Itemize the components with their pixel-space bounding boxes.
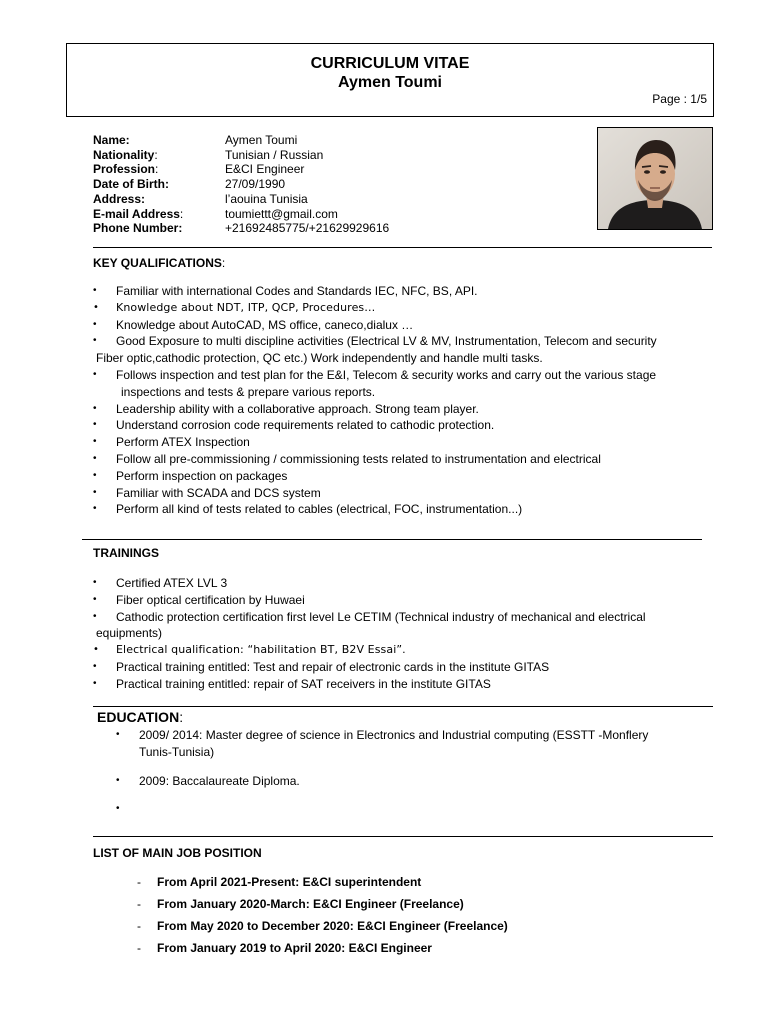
list-item: • Follow all pre-commissioning / commissioning tests related to instrumentation and electrical <box>93 451 718 468</box>
list-item: - From May 2020 to December 2020: E&CI Engineer (Freelance) <box>137 915 697 937</box>
info-label: Phone Number: <box>93 221 183 236</box>
list-item-continuation: Tunis-Tunisia) <box>139 744 215 759</box>
trainings-list <box>93 575 718 693</box>
info-value: E&CI Engineer <box>225 162 305 177</box>
personal-info <box>93 133 389 236</box>
list-item: • Perform inspection on packages <box>93 468 718 485</box>
jobs-heading: LIST OF MAIN JOB POSITION <box>93 846 262 860</box>
education-list <box>116 727 716 818</box>
list-item-continuation: Fiber optic,cathodic protection, QC etc.) Work independently and handle multi tasks. <box>96 351 543 366</box>
section-divider <box>93 706 713 707</box>
qualifications-list <box>93 283 718 518</box>
info-label: Address: <box>93 191 146 206</box>
info-label: Profession <box>93 162 156 177</box>
list-item-empty <box>116 801 716 818</box>
info-value: Aymen Toumi <box>225 133 298 147</box>
info-row-name <box>93 133 389 148</box>
list-item: • Cathodic protection certification first level Le CETIM (Technical industry of mechanical and electrical <box>93 609 718 626</box>
list-item: - From January 2020-March: E&CI Engineer (Freelance) <box>137 893 697 915</box>
jobs-list <box>137 871 697 959</box>
cv-title: CURRICULUM VITAE <box>310 55 470 72</box>
info-colon: : <box>179 206 184 221</box>
list-item: • Practical training entitled: repair of SAT receivers in the institute GITAS <box>93 676 718 693</box>
info-value: 27/09/1990 <box>225 177 286 192</box>
section-divider <box>82 539 702 540</box>
list-item-continuation: inspections and tests & prepare various reports. <box>121 384 376 399</box>
info-label: Nationality <box>93 147 155 162</box>
info-row-email <box>93 207 389 222</box>
section-divider <box>93 247 712 248</box>
section-divider <box>93 836 713 837</box>
info-row-nationality <box>93 148 389 163</box>
list-item: • Perform all kind of tests related to cables (electrical, FOC, instrumentation...) <box>93 501 718 518</box>
info-row-address <box>93 192 389 207</box>
info-colon: : <box>154 147 158 162</box>
education-heading: EDUCATION: <box>97 709 184 725</box>
info-row-profession <box>93 162 389 177</box>
qualifications-heading: KEY QUALIFICATIONS: <box>93 256 226 270</box>
list-item: • Good Exposure to multi discipline activities (Electrical LV & MV, Instrumentation, Telecom and security <box>93 333 718 350</box>
list-item: • Fiber optical certification by Huwaei <box>93 592 718 609</box>
page-number: Page : 1/5 <box>652 92 707 106</box>
info-value: Tunisian / Russian <box>225 147 324 162</box>
list-item: • Certified ATEX LVL 3 <box>93 575 718 592</box>
info-value: toumiettt@gmail.com <box>225 206 338 221</box>
list-item-continuation: equipments) <box>96 626 163 641</box>
profile-photo <box>597 127 713 230</box>
trainings-heading: TRAININGS <box>93 546 159 560</box>
portrait-image <box>598 128 712 229</box>
cv-header-box <box>66 43 714 117</box>
info-label: Date of Birth: <box>93 177 169 192</box>
list-item: • Electrical qualification: “habilitation BT, B2V Essai”. <box>93 642 718 659</box>
list-item: • Knowledge about NDT, ITP, QCP, Procedures… <box>93 300 718 317</box>
list-item: • 2009/ 2014: Master degree of science in Electronics and Industrial computing (ESSTT -Monflery <box>116 727 716 744</box>
list-item: • 2009: Baccalaureate Diploma. <box>116 773 716 790</box>
info-colon: : <box>155 162 159 177</box>
info-label: E-mail Address <box>93 206 180 221</box>
list-item: - From April 2021-Present: E&CI superintendent <box>137 871 697 893</box>
list-item: • Perform ATEX Inspection <box>93 434 718 451</box>
list-item: • Understand corrosion code requirements related to cathodic protection. <box>93 417 718 434</box>
list-item: • Leadership ability with a collaborative approach. Strong team player. <box>93 401 718 418</box>
info-row-birth-date <box>93 177 389 192</box>
list-item: • Follows inspection and test plan for the E&I, Telecom & security works and carry out the various stage <box>93 367 718 384</box>
info-row-phone <box>93 221 389 236</box>
list-item: - From January 2019 to April 2020: E&CI Engineer <box>137 937 697 959</box>
cv-person-name: Aymen Toumi <box>337 74 442 91</box>
info-label: Name: <box>93 133 130 147</box>
list-item: • Familiar with SCADA and DCS system <box>93 485 718 502</box>
list-item: • Knowledge about AutoCAD, MS office, caneco,dialux … <box>93 317 718 334</box>
info-value: +21692485775/+21629929616 <box>225 221 390 236</box>
list-item: • Familiar with international Codes and Standards IEC, NFC, BS, API. <box>93 283 718 300</box>
info-value: l’aouina Tunisia <box>225 191 308 206</box>
list-item: • Practical training entitled: Test and repair of electronic cards in the institute GITAS <box>93 659 718 676</box>
